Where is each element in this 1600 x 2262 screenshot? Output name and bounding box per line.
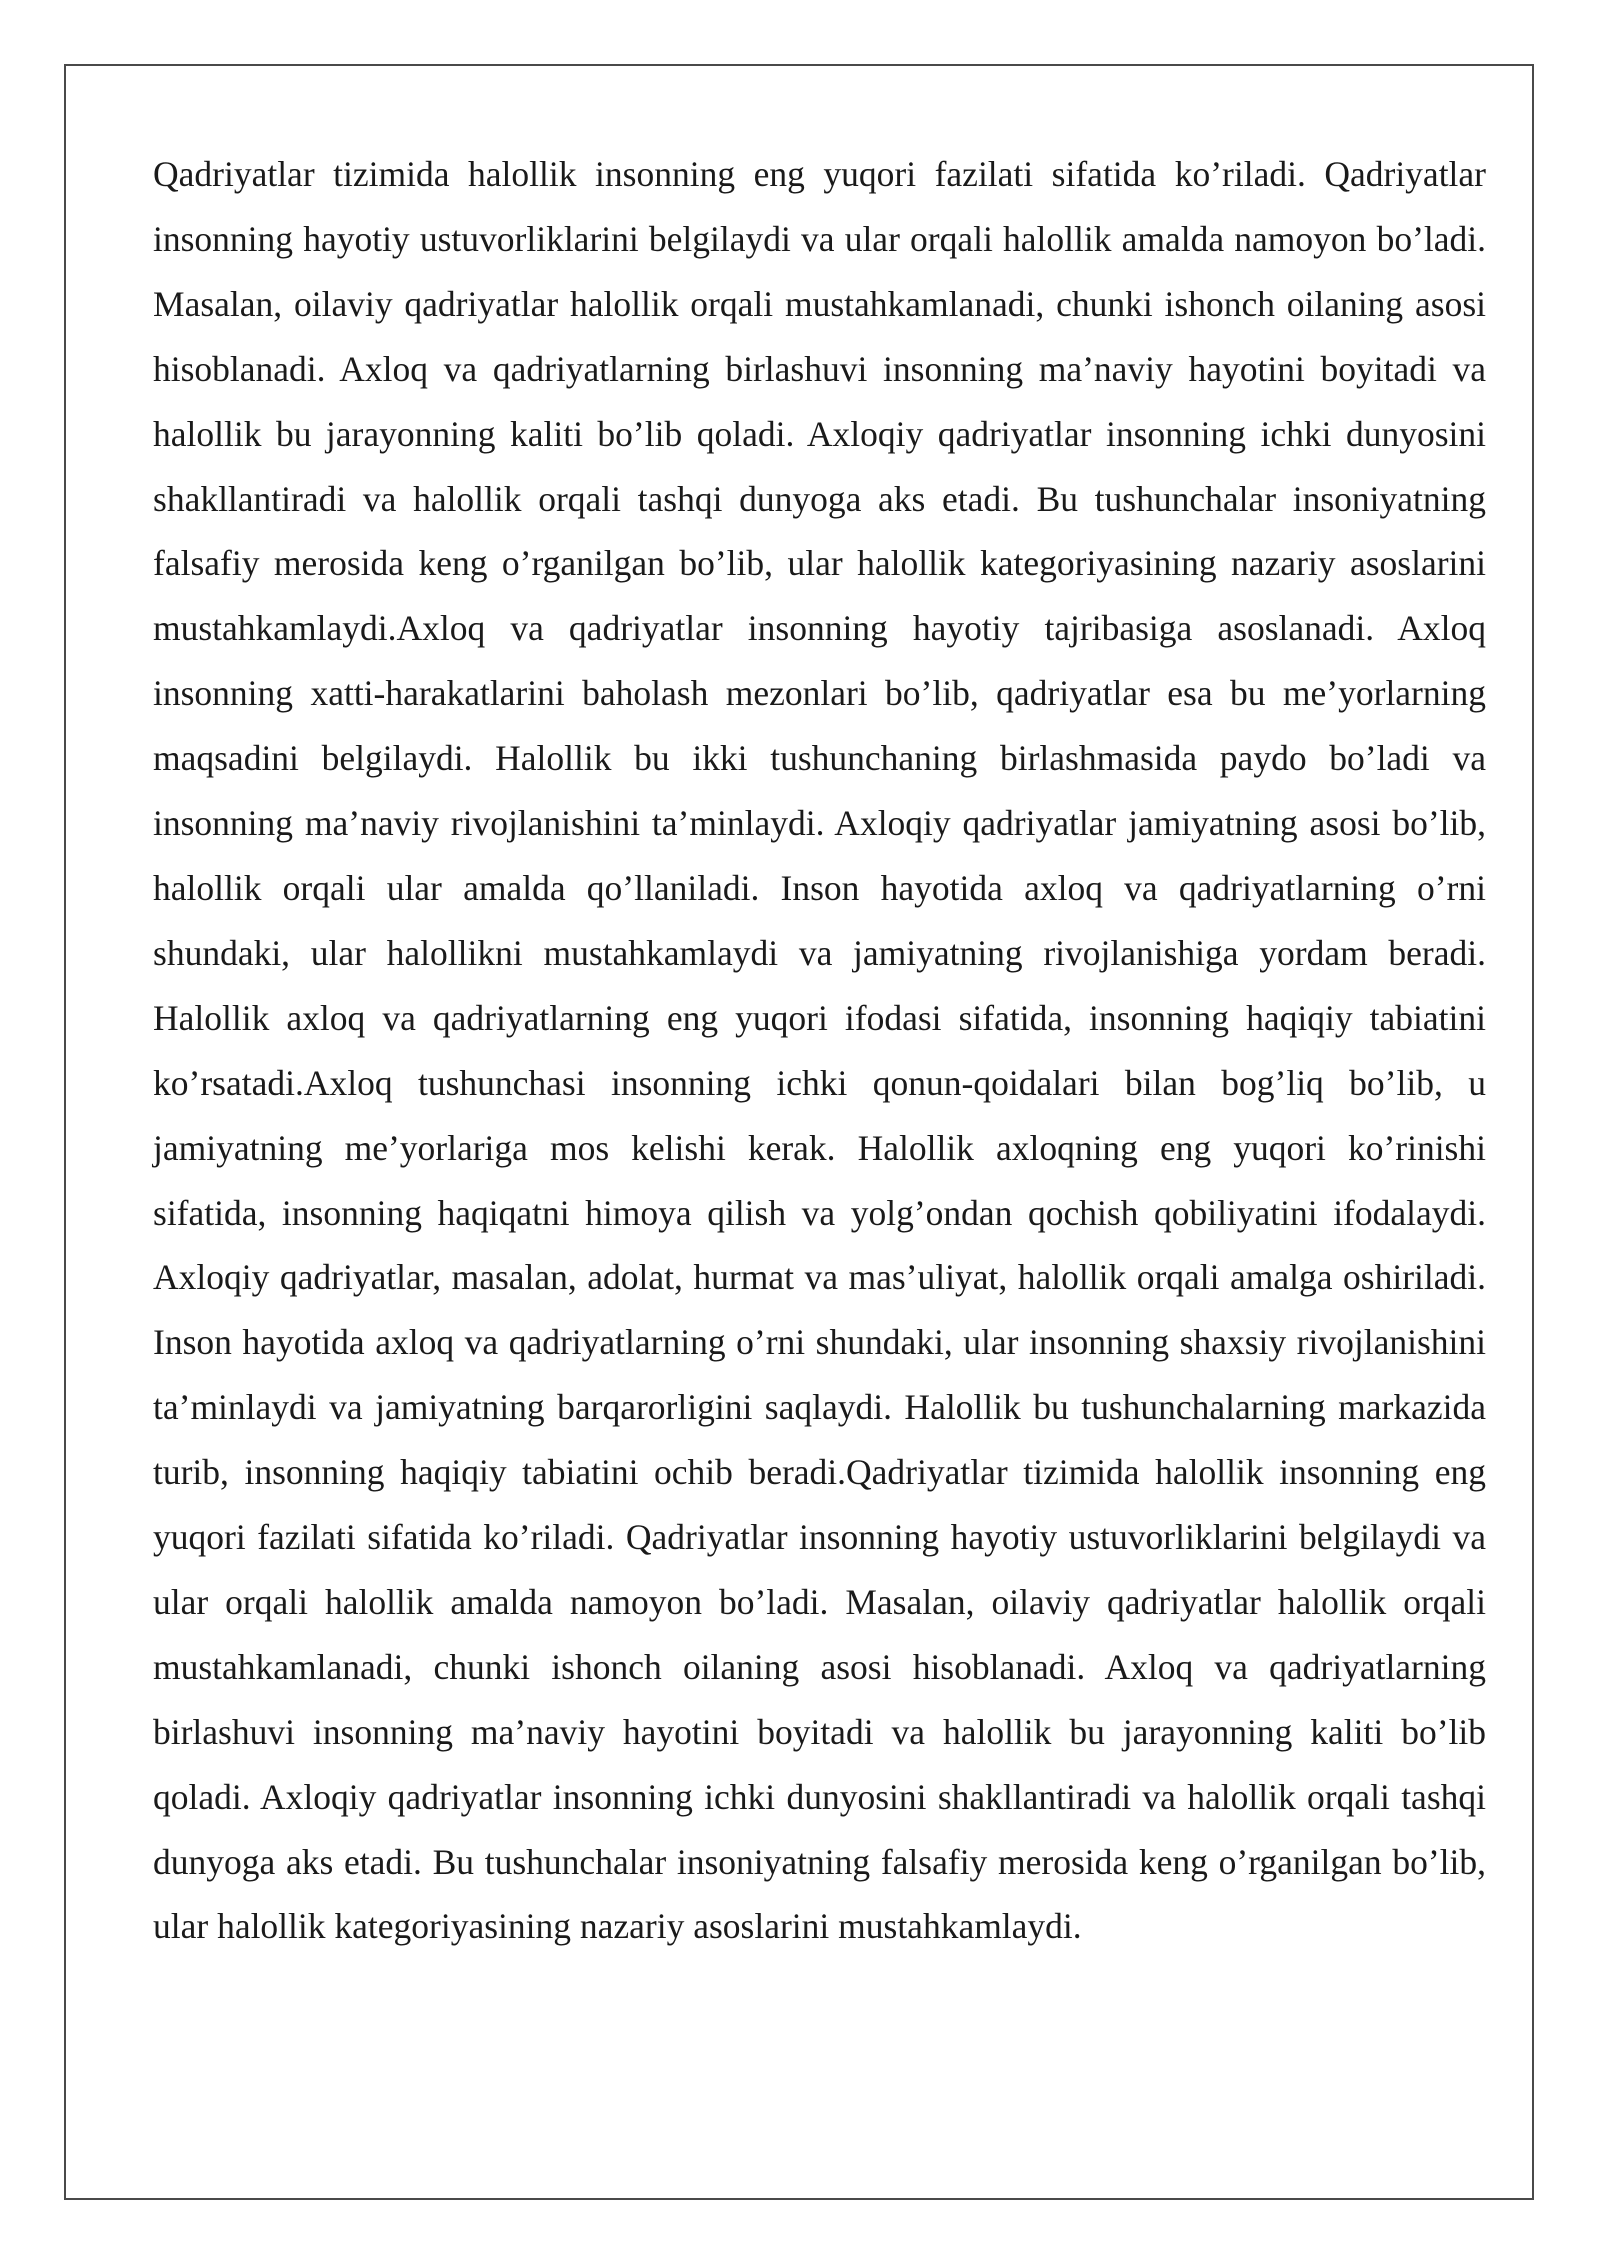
document-body (153, 142, 1486, 1959)
body-paragraph: Qadriyatlar tizimida halollik insonning eng yuqori fazilati sifatida ko’riladi. Qadriyatlar insonning hayotiy ustuvorliklarini belgilaydi va ular orqali halollik amalda namoyon bo’ladi. Masalan, oilaviy qadriyatlar halollik orqali mustahkamlanadi, chunki ishonch oilaning asosi hisoblanadi. Axloq va qadriyatlarning birlashuvi insonning ma’naviy hayotini boyitadi va halollik bu jarayonning kaliti bo’lib qoladi. Axloqiy qadriyatlar insonning ichki dunyosini shakllantiradi va halollik orqali tashqi dunyoga aks etadi. Bu tushunchalar insoniyatning falsafiy merosida keng o’rganilgan bo’lib, ular halollik kategoriyasining nazariy asoslarini mustahkamlaydi.Axloq va qadriyatlar insonning hayotiy tajribasiga asoslanadi. Axloq insonning xatti-harakatlarini baholash mezonlari bo’lib, qadriyatlar esa bu me’yorlarning maqsadini belgilaydi. Halollik bu ikki tushunchaning birlashmasida paydo bo’ladi va insonning ma’naviy rivojlanishini ta’minlaydi. Axloqiy qadriyatlar jamiyatning asosi bo’lib, halollik orqali ular amalda qo’llaniladi. Inson hayotida axloq va qadriyatlarning o’rni shundaki, ular halollikni mustahkamlaydi va jamiyatning rivojlanishiga yordam beradi. Halollik axloq va qadriyatlarning eng yuqori ifodasi sifatida, insonning haqiqiy tabiatini ko’rsatadi.Axloq tushunchasi insonning ichki qonun-qoidalari bilan bog’liq bo’lib, u jamiyatning me’yorlariga mos kelishi kerak. Halollik axloqning eng yuqori ko’rinishi sifatida, insonning haqiqatni himoya qilish va yolg’ondan qochish qobiliyatini ifodalaydi. Axloqiy qadriyatlar, masalan, adolat, hurmat va mas’uliyat, halollik orqali amalga oshiriladi. Inson hayotida axloq va qadriyatlarning o’rni shundaki, ular insonning shaxsiy rivojlanishini ta’minlaydi va jamiyatning barqarorligini saqlaydi. Halollik bu tushunchalarning markazida turib, insonning haqiqiy tabiatini ochib beradi.Qadriyatlar tizimida halollik insonning eng yuqori fazilati sifatida ko’riladi. Qadriyatlar insonning hayotiy ustuvorliklarini belgilaydi va ular orqali halollik amalda namoyon bo’ladi. Masalan, oilaviy qadriyatlar halollik orqali mustahkamlanadi, chunki ishonch oilaning asosi hisoblanadi. Axloq va qadriyatlarning birlashuvi insonning ma’naviy hayotini boyitadi va halollik bu jarayonning kaliti bo’lib qoladi. Axloqiy qadriyatlar insonning ichki dunyosini shakllantiradi va halollik orqali tashqi dunyoga aks etadi. Bu tushunchalar insoniyatning falsafiy merosida keng o’rganilgan bo’lib, ular halollik kategoriyasining nazariy asoslarini mustahkamlaydi. (153, 154, 1486, 1947)
